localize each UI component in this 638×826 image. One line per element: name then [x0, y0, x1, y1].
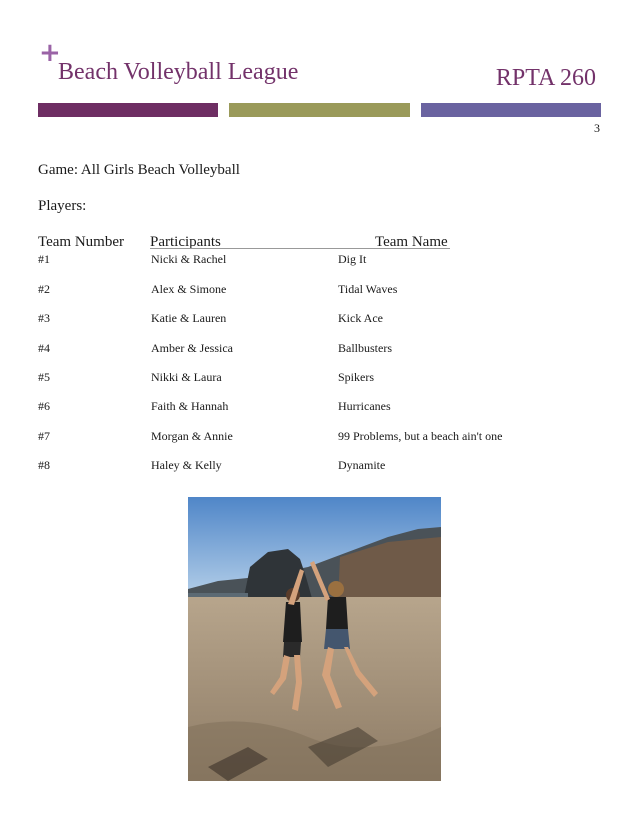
team-name: Spikers [338, 370, 374, 384]
page-number: 3 [594, 121, 600, 135]
team-number: #6 [38, 399, 50, 413]
table-row [0, 399, 638, 419]
participants: Nicki & Rachel [151, 252, 227, 266]
header-bar-olive [229, 103, 410, 117]
participants: Alex & Simone [151, 282, 227, 296]
team-name: Ballbusters [338, 341, 392, 355]
participants: Nikki & Laura [151, 370, 222, 384]
header-participants: Participants [150, 234, 221, 250]
header-team-number: Team Number [38, 234, 125, 250]
header-bar-indigo [421, 103, 601, 117]
participants: Morgan & Annie [151, 429, 233, 443]
table-row [0, 252, 638, 272]
table-row [0, 370, 638, 390]
team-number: #3 [38, 311, 50, 325]
participants: Amber & Jessica [151, 341, 233, 355]
table-row [0, 458, 638, 478]
team-name: Dig It [338, 252, 367, 266]
team-name: Dynamite [338, 458, 386, 472]
game-line: Game: All Girls Beach Volleyball [38, 162, 240, 178]
team-number: #7 [38, 429, 50, 443]
team-name: Kick Ace [338, 311, 383, 325]
course-code: RPTA 260 [495, 65, 596, 91]
header-bar-plum [38, 103, 218, 117]
participants: Faith & Hannah [151, 399, 229, 413]
table-row [0, 429, 638, 449]
participants: Haley & Kelly [151, 458, 222, 472]
table-row [0, 341, 638, 361]
participants: Katie & Lauren [151, 311, 227, 325]
team-name: Hurricanes [338, 399, 391, 413]
team-number: #4 [38, 341, 50, 355]
team-number: #5 [38, 370, 50, 384]
team-name: 99 Problems, but a beach ain't one [338, 429, 503, 443]
page-title: Beach Volleyball League [58, 59, 299, 85]
table-row [0, 282, 638, 302]
table-row [0, 311, 638, 331]
team-name: Tidal Waves [338, 282, 398, 296]
header-rule [150, 248, 450, 249]
players-label: Players: [38, 198, 87, 214]
team-number: #2 [38, 282, 50, 296]
team-number: #8 [38, 458, 50, 472]
beach-photo [188, 497, 441, 781]
header-team-name: Team Name [375, 234, 448, 250]
plus-icon: + [39, 38, 61, 68]
team-number: #1 [38, 252, 50, 266]
